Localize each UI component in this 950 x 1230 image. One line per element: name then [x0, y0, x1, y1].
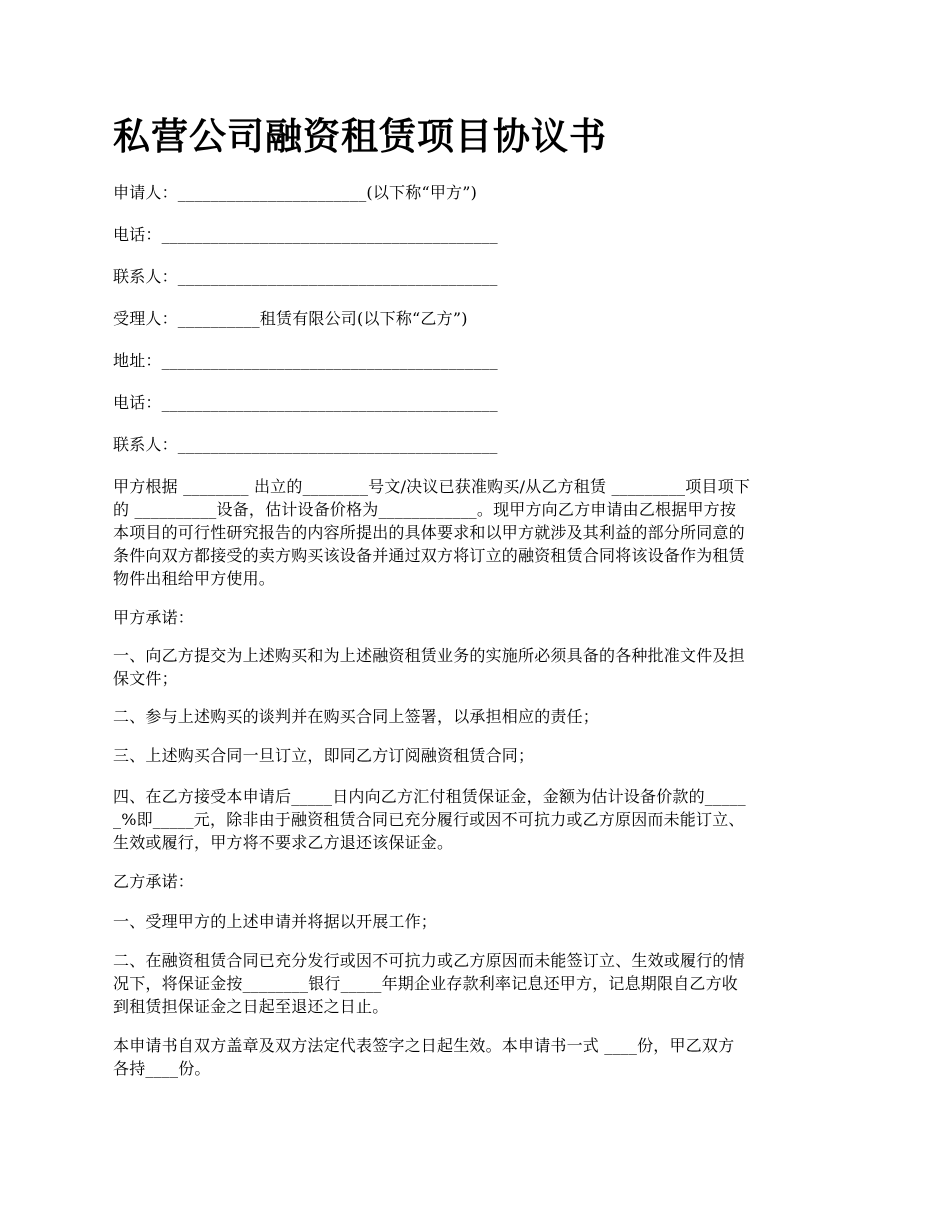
- field-phone-a: 电话：_________________________________________: [113, 225, 498, 244]
- party-b-heading: 乙方承诺：: [113, 872, 195, 891]
- party-a-item-2: 二、参与上述购买的谈判并在购买合同上签署，以承担相应的责任；: [113, 707, 600, 726]
- party-a-item-1: 一、向乙方提交为上述购买和为上述融资租赁业务的实施所必须具备的各种批准文件及担 保文件；: [113, 646, 745, 688]
- field-contact-b: 联系人：_______________________________________: [113, 435, 498, 454]
- closing-paragraph: 本申请书自双方盖章及双方法定代表签字之日起生效。本申请书一式 ____份，甲乙双方 各持____份。: [113, 1036, 735, 1078]
- party-a-heading: 甲方承诺：: [113, 608, 195, 627]
- party-a-item-3: 三、上述购买合同一旦订立，即同乙方订阅融资租赁合同；: [113, 746, 535, 765]
- field-acceptor: 受理人：__________租赁有限公司(以下称“乙方”): [113, 309, 468, 328]
- party-a-item-4: 四、在乙方接受本申请后_____日内向乙方汇付租赁保证金，金额为估计设备价款的_____ _%即_____元，除非由于融资租赁合同已充分履行或因不可抗力或乙方原因而未能订立、 生效或履行，甲方将不要求乙方退还该保证金。: [113, 787, 746, 852]
- party-b-item-1: 一、受理甲方的上述申请并将据以开展工作；: [113, 912, 438, 931]
- field-phone-b: 电话：_________________________________________: [113, 393, 498, 412]
- field-applicant: 申请人：_______________________(以下称“甲方”): [113, 183, 478, 202]
- intro-paragraph: 甲方根据 ________ 出立的________号文/决议已获准购买/从乙方租赁 _________项目项下 的 __________设备，估计设备价格为____________。现甲方向乙方申请由乙根据甲方按 本项目的可行性研究报告的内容所提出的具体要求和以甲方就涉及其利益的部分所同意的 条件向双方都接受的卖方购买该设备并通过双方将订立的融资租赁合同将该设备作为租赁 物件出租给甲方使用。: [113, 477, 751, 588]
- field-address: 地址：_________________________________________: [113, 351, 498, 370]
- field-contact-a: 联系人：_______________________________________: [113, 267, 498, 286]
- document-title: 私营公司融资租赁项目协议书: [113, 114, 607, 158]
- party-b-item-2: 二、在融资租赁合同已充分发行或因不可抗力或乙方原因而未能签订立、生效或履行的情 况下，将保证金按________银行_____年期企业存款利率记息还甲方，记息期限自乙方收 到租赁担保证金之日起至退还之日止。: [113, 951, 745, 1016]
